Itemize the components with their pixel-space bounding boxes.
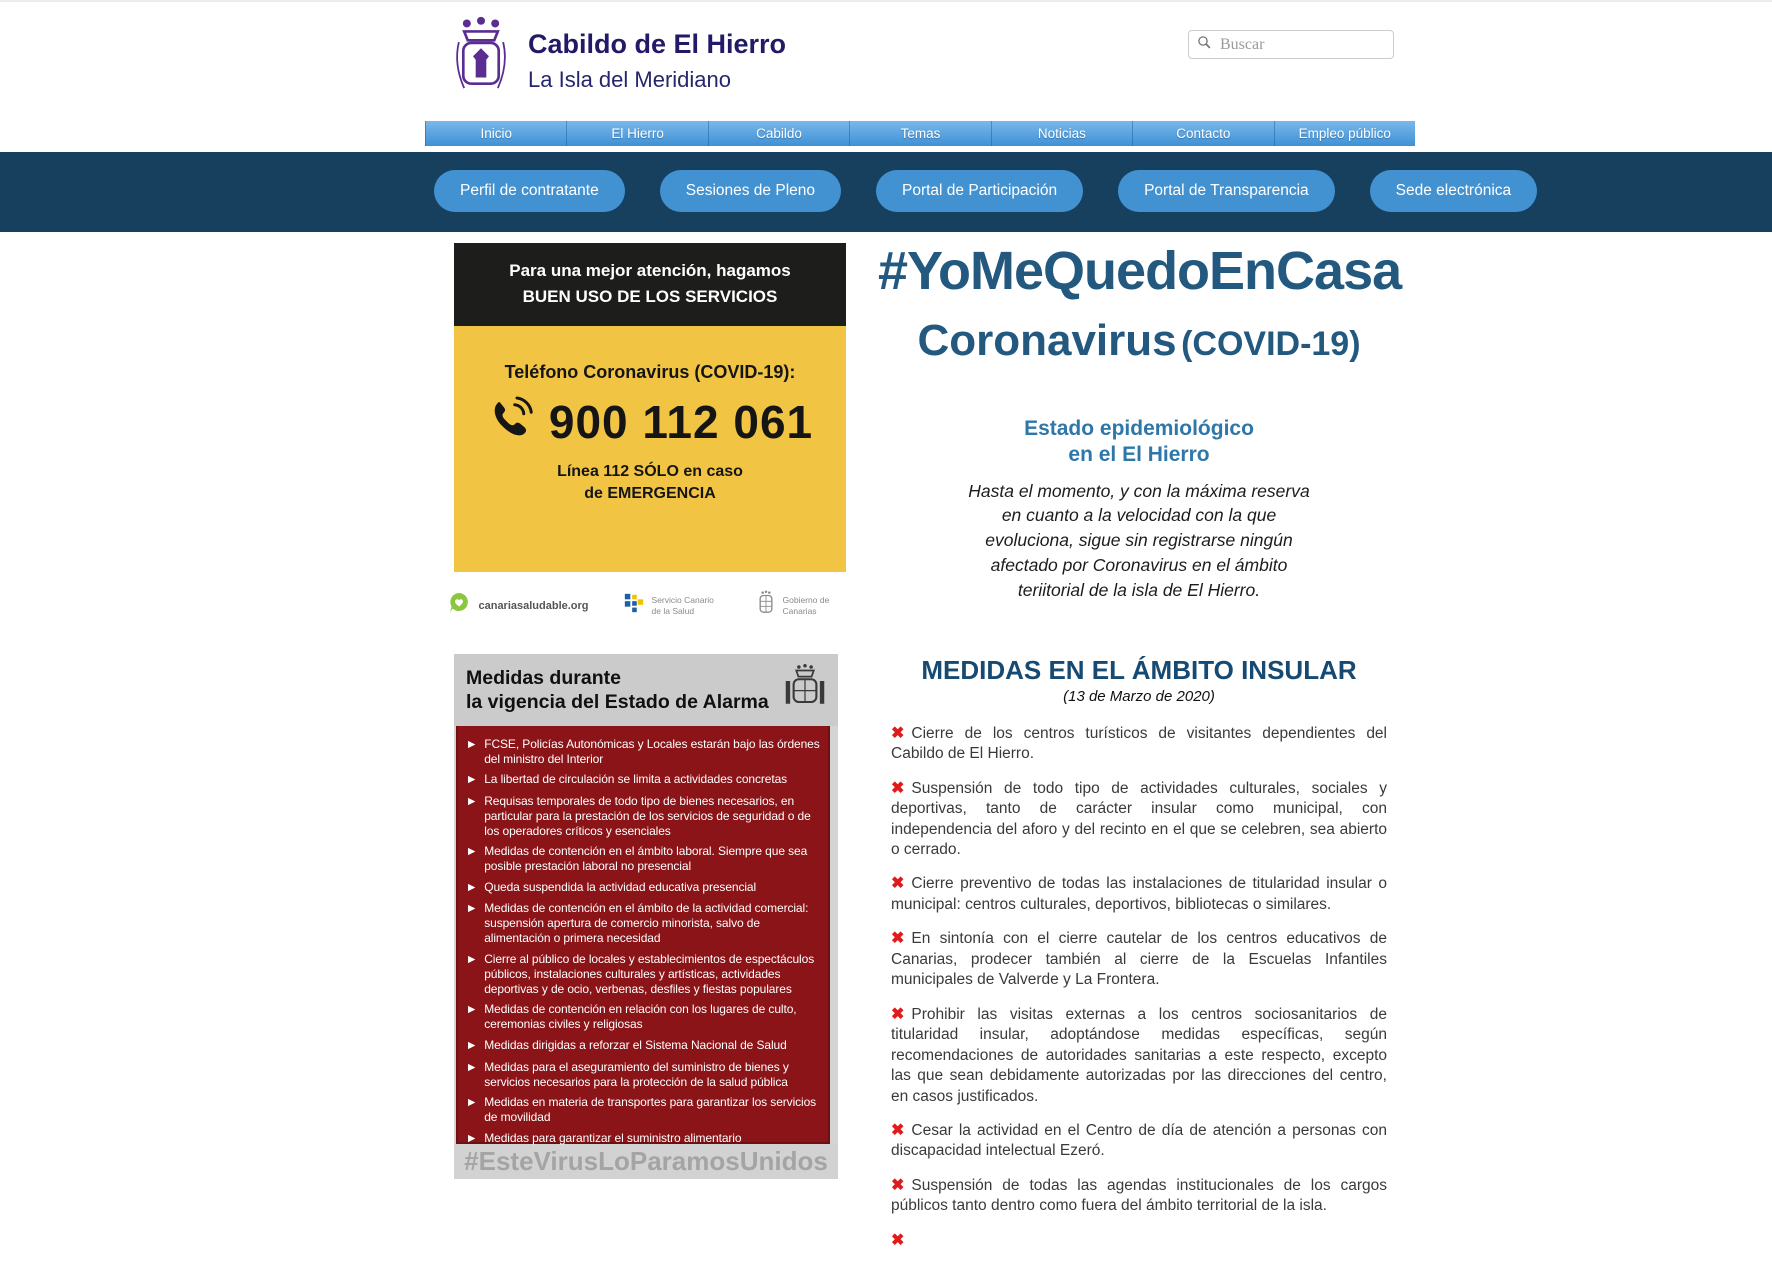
alarm-poster-title — [466, 666, 769, 715]
red-x-icon: ✖ — [891, 779, 905, 797]
red-x-icon: ✖ — [891, 1176, 905, 1194]
servicio-canario-salud-label: Servicio Canario de la Salud — [651, 595, 714, 616]
phone-note — [454, 461, 846, 506]
status-heading-line1: Estado epidemiológico — [1024, 417, 1254, 440]
campaign-title-suffix: (COVID-19) — [1181, 325, 1361, 363]
measure-item — [891, 1175, 1387, 1217]
phone-poster-header — [454, 243, 846, 326]
measure-item — [891, 723, 1387, 765]
phone-poster-body — [454, 326, 846, 572]
alarm-measure-item — [468, 901, 820, 946]
measure-text: Cierre preventivo de todas las instalaciones de titularidad insular o municipal: centros culturales, deportivos, bibliotecas o similares. — [891, 875, 1387, 913]
site-title: Cabildo de El Hierro — [528, 28, 787, 59]
measure-text: Prohibir las visitas externas a los centros sociosanitarios de titularidad insular, adoptándose medidas específicas, según recomendaciones de autoridades sanitarias a este respecto, excepto las que sean debidamente autorizadas por las direcciones del centro, en casos justificados. — [891, 1005, 1387, 1105]
alarm-measure-text: FCSE, Policías Autonómicas y Locales estarán bajo las órdenes del ministro del Interior — [484, 736, 820, 766]
status-heading — [878, 416, 1400, 469]
red-x-icon: ✖ — [891, 930, 905, 948]
alarm-measure-text: Medidas de contención en el ámbito de la actividad comercial: suspensión apertura de comercio minorista, salvo de alimentación o primera necesidad — [484, 901, 809, 946]
quicklink-button[interactable]: Sesiones de Pleno — [660, 170, 841, 212]
main-nav — [425, 121, 1415, 146]
nav-item[interactable]: Noticias — [991, 121, 1132, 146]
alarm-poster-header — [454, 654, 838, 726]
phone-poster — [454, 243, 846, 640]
alarm-measure-text: Medidas para garantizar el suministro alimentario — [484, 1130, 742, 1145]
triangle-bullet-icon: ▶ — [468, 738, 476, 750]
red-x-icon: ✖ — [891, 1005, 905, 1023]
measure-item — [891, 1120, 1387, 1162]
alarm-title-line1: Medidas durante — [466, 666, 621, 689]
nav-item[interactable]: Inicio — [425, 121, 566, 146]
triangle-bullet-icon: ▶ — [468, 953, 476, 965]
alarm-title-line2: la vigencia del Estado de Alarma — [466, 691, 769, 714]
quicklinks — [434, 170, 1537, 212]
quicklinks-band — [0, 152, 1772, 232]
triangle-bullet-icon: ▶ — [468, 903, 476, 915]
alarm-measure-text: Medidas de contención en relación con los lugares de culto, ceremonias civiles y religiosas — [484, 1002, 797, 1032]
triangle-bullet-icon: ▶ — [468, 846, 476, 858]
site-brand[interactable] — [450, 14, 786, 107]
site-header — [0, 2, 1772, 121]
measure-text: Suspensión de todas las agendas institucionales de los cargos públicos tanto dentro como fuera del ámbito territorial de la isla. — [891, 1176, 1387, 1215]
triangle-bullet-icon: ▶ — [468, 1061, 476, 1073]
search-box[interactable] — [1188, 30, 1394, 59]
alarm-measure-item — [468, 952, 820, 997]
servicio-canario-salud-icon — [623, 592, 645, 619]
alarm-measure-text: Medidas de contención en el ámbito laboral. Siempre que sea posible prestación laboral no presencial — [484, 844, 808, 874]
red-x-icon: ✖ — [891, 875, 905, 893]
search-input[interactable] — [1218, 35, 1385, 55]
measure-item — [891, 1004, 1387, 1107]
alarm-measure-text: Medidas para el aseguramiento del suministro de bienes y servicios necesarios para la protección de la salud pública — [484, 1059, 789, 1089]
status-text: Hasta el momento, y con la máxima reserva en cuanto a la velocidad con la que evoluciona, sigue sin registrarse ningún afectado por Coronavirus en el ámbito teriitorial de la isla de El Hierro. — [968, 480, 1310, 600]
right-column — [878, 240, 1400, 1264]
phone-icon — [487, 395, 535, 448]
alarm-measure-item — [468, 844, 820, 874]
phone-number: 900 112 061 — [548, 395, 814, 448]
campaign-hashtag: #YoMeQuedoEnCasa — [878, 241, 1402, 301]
cabildo-crest-icon — [450, 14, 512, 107]
alarm-measure-text: Medidas dirigidas a reforzar el Sistema Nacional de Salud — [484, 1037, 787, 1052]
spain-coat-of-arms-icon — [784, 663, 826, 718]
quicklink-button[interactable]: Portal de Participación — [876, 170, 1083, 212]
measures-date: (13 de Marzo de 2020) — [1063, 687, 1215, 705]
triangle-bullet-icon: ▶ — [468, 1097, 476, 1109]
phone-note-line1: Línea 112 SÓLO en caso — [557, 462, 743, 480]
phone-label: Teléfono Coronavirus (COVID-19): — [504, 361, 796, 382]
red-x-icon: ✖ — [891, 1121, 905, 1139]
gobierno-canarias-crest-icon — [756, 590, 776, 621]
alarm-measure-item — [468, 880, 820, 896]
red-x-icon: ✖ — [891, 724, 905, 742]
triangle-bullet-icon: ▶ — [468, 795, 476, 807]
campaign-title-main: Coronavirus — [917, 316, 1177, 365]
triangle-bullet-icon: ▶ — [468, 1004, 476, 1016]
left-column — [454, 243, 846, 1179]
alarm-poster-footer-hashtag: #EsteVirusLoParamosUnidos — [454, 1144, 838, 1179]
measure-text: Suspensión de todo tipo de actividades culturales, sociales y deportivas, tanto de carácter insular como municipal, con independencia del aforo y del recinto en el que se celebren, sea abierto o cerrado. — [891, 779, 1387, 858]
measure-text: En sintonía con el cierre cautelar de los centros educativos de Canarias, prodecer también al cierre de la Escuelas Infantiles municipales de Valverde y La Frontera. — [891, 930, 1387, 989]
nav-item[interactable]: Temas — [849, 121, 990, 146]
quicklink-button[interactable]: Perfil de contratante — [434, 170, 625, 212]
alarm-measure-item — [468, 1002, 820, 1032]
gobierno-canarias-label: Gobierno de Canarias — [782, 595, 830, 616]
site-subtitle: La Isla del Meridiano — [528, 66, 732, 92]
phone-poster-header-line1: Para una mejor atención, hagamos — [509, 261, 791, 280]
alarm-measure-item — [468, 737, 820, 767]
triangle-bullet-icon: ▶ — [468, 774, 476, 786]
red-x-icon: ✖ — [891, 1231, 905, 1249]
triangle-bullet-icon: ▶ — [468, 881, 476, 893]
quicklink-button[interactable]: Portal de Transparencia — [1118, 170, 1335, 212]
brand-text — [528, 29, 786, 93]
measures-title: MEDIDAS EN EL ÁMBITO INSULAR — [921, 654, 1357, 685]
measure-item — [891, 1230, 1387, 1251]
alarm-measure-item — [468, 1038, 820, 1054]
canariasaludable-label: canariasaludable.org — [478, 599, 589, 612]
nav-item[interactable]: Contacto — [1132, 121, 1273, 146]
alarm-measure-text: La libertad de circulación se limita a actividades concretas — [484, 772, 788, 787]
nav-item[interactable]: Empleo público — [1274, 121, 1415, 146]
canariasaludable-logo — [447, 591, 588, 620]
alarm-measure-text: Requisas temporales de todo tipo de bienes necesarios, en particular para la prestación de los servicios de seguridad o de los operadores críticos y esenciales — [484, 793, 811, 838]
measure-text: Cesar la actividad en el Centro de día de atención a personas con discapacidad intelectual Ezeró. — [891, 1121, 1387, 1160]
status-heading-line2: en el El Hierro — [1068, 443, 1210, 467]
measure-item — [891, 778, 1387, 861]
measures-list — [891, 723, 1387, 1252]
quicklink-button[interactable]: Sede electrónica — [1370, 170, 1537, 212]
nav-item[interactable]: El Hierro — [566, 121, 707, 146]
alarm-measure-item — [468, 1060, 820, 1090]
alarm-measure-item — [468, 772, 820, 788]
alarm-measure-item — [468, 1095, 820, 1125]
alarm-measure-text: Queda suspendida la actividad educativa presencial — [484, 879, 757, 894]
servicio-canario-salud-logo — [623, 592, 722, 619]
phone-poster-header-line2: BUEN USO DE LOS SERVICIOS — [522, 287, 778, 307]
canariasaludable-bubble-icon — [447, 591, 471, 620]
alarm-poster — [454, 654, 838, 1179]
gobierno-canarias-logo — [756, 590, 853, 621]
phone-note-line2: de EMERGENCIA — [584, 485, 716, 503]
measure-item — [891, 873, 1387, 915]
nav-item[interactable]: Cabildo — [708, 121, 849, 146]
measure-item — [891, 928, 1387, 990]
alarm-measures-list — [456, 726, 830, 1144]
campaign-title — [878, 316, 1400, 366]
alarm-measure-text: Cierre al público de locales y establecimientos de espectáculos públicos, instalaciones culturales y artísticas, actividades deportivas y de ocio, verbenas, desfiles y fiestas populares — [484, 951, 815, 996]
alarm-measure-item — [468, 794, 820, 839]
measure-text: Cierre de los centros turísticos de visitantes dependientes del Cabildo de El Hierro. — [891, 724, 1387, 763]
alarm-measure-text: Medidas en materia de transportes para garantizar los servicios de movilidad — [484, 1095, 817, 1125]
partner-logos — [454, 572, 846, 640]
search-icon[interactable] — [1197, 35, 1212, 55]
triangle-bullet-icon: ▶ — [468, 1039, 476, 1051]
triangle-bullet-icon: ▶ — [468, 1132, 476, 1144]
